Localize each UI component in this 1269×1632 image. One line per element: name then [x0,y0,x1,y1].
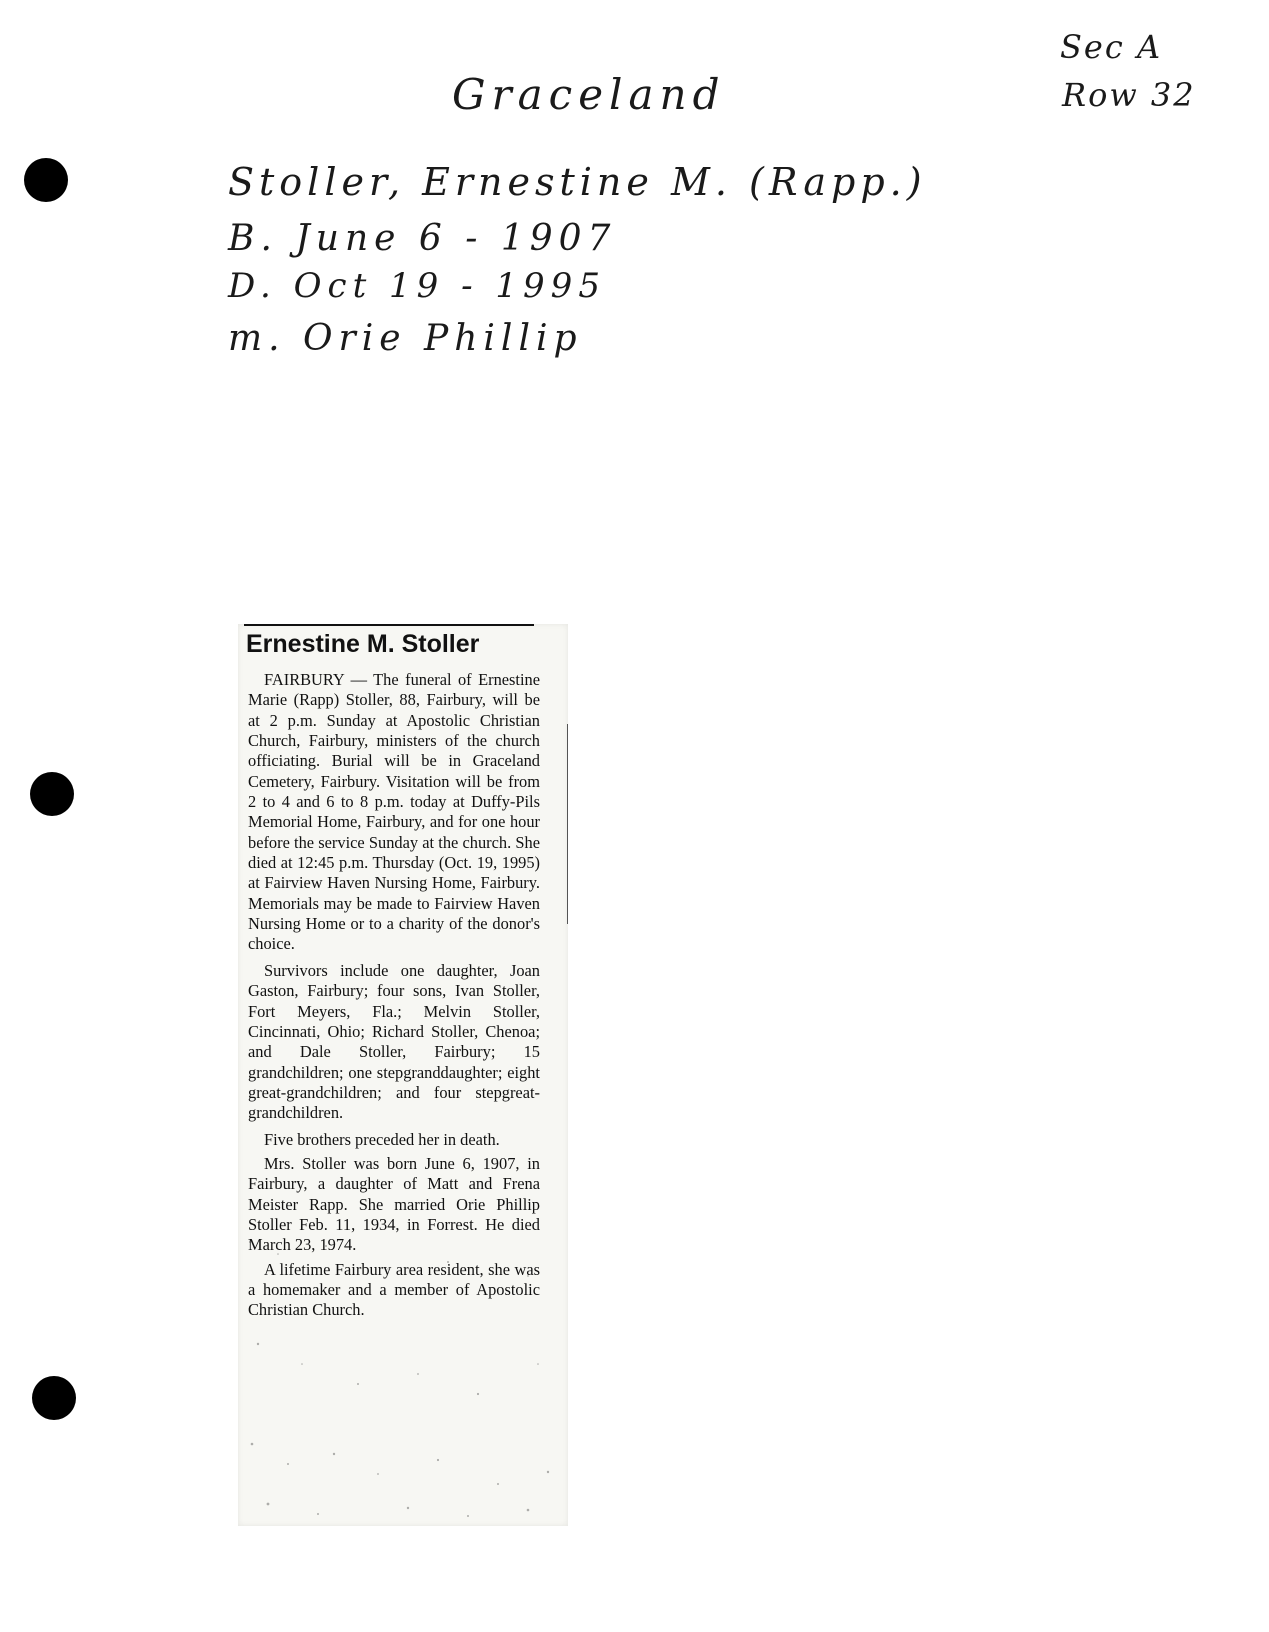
obituary-paragraph-life: A lifetime Fairbury area resident, she was a homemaker and a member of Apostolic Christian Church. [248,1259,540,1320]
obituary-clipping [238,624,568,1526]
handwritten-spouse: m. Orie Phillip [228,318,583,359]
obituary-paragraph-funeral: FAIRBURY — The funeral of Ernestine Marie (Rapp) Stoller, 88, Fairbury, will be at 2 p.m. Sunday at Apostolic Christian Church, Fairbury, ministers of the church officiating. Burial will be in Graceland Cemetery, Fairbury. Visitation will be from 2 to 4 and 6 to 8 p.m. today at Duffy-Pils Memorial Home, Fairbury, and for one hour before the service Sunday at the church. She died at 12:45 p.m. Thursday (Oct. 19, 1995) at Fairview Haven Nursing Home, Fairbury. Memorials may be made to Fairview Haven Nursing Home or to a charity of the donor's choice. [248,670,540,954]
binder-hole-bottom [32,1376,76,1420]
clipping-column-edge [567,724,568,924]
handwritten-name: Stoller, Ernestine M. (Rapp.) [228,160,927,204]
handwritten-cemetery: Graceland [452,70,726,119]
handwritten-death-date: D. Oct 19 - 1995 [228,266,606,306]
obituary-title: Ernestine M. Stoller [246,630,480,658]
obituary-paragraph-birth: Mrs. Stoller was born June 6, 1907, in Fairbury, a daughter of Matt and Frena Meister Rapp. She married Orie Phillip Stoller Feb. 11, 1934, in Forrest. He died March 23, 1974. [248,1153,540,1255]
obituary-paragraph-survivors: Survivors include one daughter, Joan Gaston, Fairbury; four sons, Ivan Stoller, Fort Meyers, Fla.; Melvin Stoller, Cincinnati, Ohio; Richard Stoller, Chenoa; and Dale Stoller, Fairbury; 15 grandchildren; one stepgranddaughter; eight great-grandchildren; and four stepgreat-grandchildren. [248,960,540,1123]
clipping-top-rule [244,624,534,626]
obituary-body [248,670,540,1321]
handwritten-row: Row 32 [1062,76,1196,114]
binder-hole-middle [30,772,74,816]
handwritten-section: Sec A [1060,28,1163,66]
binder-hole-top [24,158,68,202]
handwritten-birth-date: B. June 6 - 1907 [228,218,617,259]
obituary-paragraph-preceded: Five brothers preceded her in death. [264,1129,500,1149]
